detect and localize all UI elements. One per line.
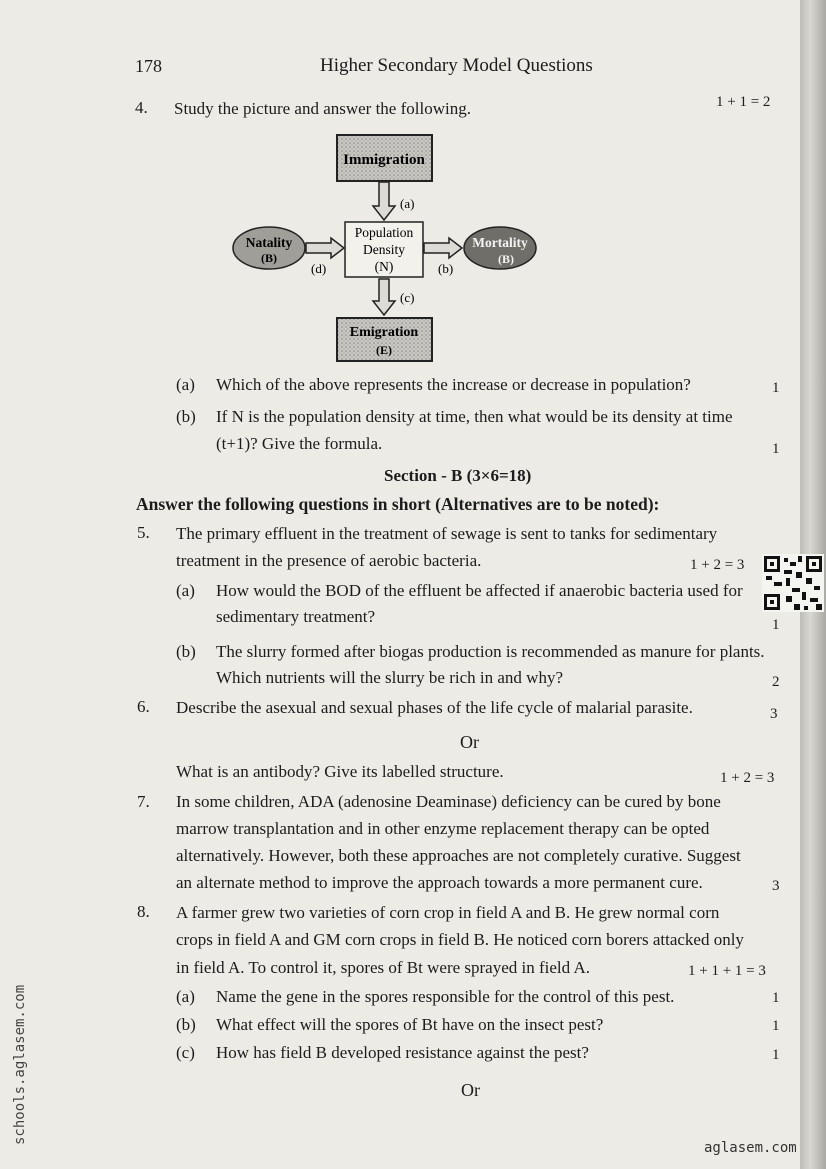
population-diagram — [225, 130, 555, 365]
density-line3: (N) — [374, 259, 394, 274]
question-text: crops in field A and GM corn crops in field B. He noticed corn borers attacked only — [176, 930, 744, 949]
question-number: 8. — [137, 902, 150, 921]
subq-text: If N is the population density at time, then what would be its density at time — [216, 407, 733, 426]
arrow-b — [424, 238, 462, 258]
emigration-box — [337, 318, 432, 361]
subq-marks: 1 — [772, 990, 780, 1006]
population-density-box — [345, 222, 423, 277]
question-text: in field A. To control it, spores of Bt were sprayed in field A. — [176, 958, 590, 977]
mortality-sub: (B) — [498, 252, 514, 266]
qr-code — [762, 554, 824, 612]
subq-label: (a) — [176, 581, 195, 600]
question-text: Describe the asexual and sexual phases of the life cycle of malarial parasite. — [176, 698, 693, 717]
question-text: In some children, ADA (adenosine Deaminase) deficiency can be cured by bone — [176, 792, 721, 811]
mortality-label: Mortality — [472, 235, 528, 250]
arrow-b-label: (b) — [438, 261, 454, 276]
section-title: Section - B (3×6=18) — [384, 466, 532, 485]
subq-text: (t+1)? Give the formula. — [216, 434, 383, 453]
subq-marks: 1 — [772, 1018, 780, 1034]
subq-marks: 1 — [772, 617, 780, 633]
subq-text: Name the gene in the spores responsible for the control of this pest. — [216, 987, 675, 1006]
arrow-c-label: (c) — [400, 290, 415, 305]
natality-ellipse — [233, 227, 305, 269]
question-marks: 3 — [772, 878, 780, 894]
question-text: marrow transplantation and in other enzyme replacement therapy can be opted — [176, 819, 710, 838]
arrow-d-label: (d) — [311, 261, 327, 276]
or-separator: Or — [461, 1080, 480, 1100]
subq-text: How has field B developed resistance against the pest? — [216, 1043, 589, 1062]
subq-marks: 1 — [772, 380, 780, 396]
arrow-a-label: (a) — [400, 196, 415, 211]
natality-label: Natality — [245, 235, 293, 250]
subq-text: How would the BOD of the effluent be affected if anaerobic bacteria used for — [216, 581, 743, 600]
question-text: treatment in the presence of aerobic bacteria. — [176, 551, 482, 570]
subq-label: (a) — [176, 987, 195, 1006]
question-number: 5. — [137, 523, 150, 542]
question-number: 6. — [137, 697, 150, 716]
footer-watermark: aglasem.com — [704, 1140, 797, 1156]
question-text: What is an antibody? Give its labelled structure. — [176, 762, 504, 781]
question-marks: 3 — [770, 706, 778, 722]
question-text: an alternate method to improve the approach towards a more permanent cure. — [176, 873, 703, 892]
question-text: alternatively. However, both these approaches are not completely curative. Suggest — [176, 846, 741, 865]
emigration-sub: (E) — [376, 343, 392, 357]
arrow-c — [373, 279, 395, 315]
subq-text: The slurry formed after biogas production is recommended as manure for plants. — [216, 642, 765, 661]
question-text: The primary effluent in the treatment of sewage is sent to tanks for sedimentary — [176, 524, 718, 543]
density-line2: Density — [363, 242, 405, 257]
subq-text: Which nutrients will the slurry be rich in and why? — [216, 668, 563, 687]
subq-text: Which of the above represents the increase or decrease in population? — [216, 375, 691, 394]
arrow-d — [306, 238, 344, 258]
question-marks: 1 + 1 + 1 = 3 — [688, 963, 766, 979]
or-separator: Or — [460, 732, 479, 752]
subq-label: (b) — [176, 642, 196, 661]
side-watermark: schools.aglasem.com — [12, 984, 28, 1146]
subq-marks: 1 — [772, 1047, 780, 1063]
page-number: 178 — [135, 56, 162, 76]
question-number: 4. — [135, 98, 148, 117]
subq-label: (a) — [176, 375, 195, 394]
subq-text: sedimentary treatment? — [216, 607, 376, 626]
question-text: A farmer grew two varieties of corn crop in field A and B. He grew normal corn — [176, 903, 720, 922]
immigration-label: Immigration — [343, 152, 425, 168]
natality-sub: (B) — [261, 251, 277, 265]
density-line1: Population — [354, 225, 414, 240]
question-marks: 1 + 2 = 3 — [720, 770, 775, 786]
question-number: 7. — [137, 792, 150, 811]
question-text: Study the picture and answer the following. — [174, 99, 471, 118]
immigration-box — [337, 135, 432, 181]
subq-label: (b) — [176, 407, 196, 426]
mortality-ellipse — [464, 227, 536, 269]
subq-marks: 1 — [772, 441, 780, 457]
subq-marks: 2 — [772, 674, 780, 690]
page-title: Higher Secondary Model Questions — [320, 55, 593, 76]
question-marks: 1 + 2 = 3 — [690, 557, 745, 573]
question-marks: 1 + 1 = 2 — [716, 94, 771, 110]
subq-label: (c) — [176, 1043, 195, 1062]
subq-text: What effect will the spores of Bt have on the insect pest? — [216, 1015, 604, 1034]
subq-label: (b) — [176, 1015, 196, 1034]
arrow-a — [373, 182, 395, 220]
emigration-label: Emigration — [349, 325, 419, 340]
section-instruction: Answer the following questions in short (Alternatives are to be noted): — [136, 494, 660, 514]
